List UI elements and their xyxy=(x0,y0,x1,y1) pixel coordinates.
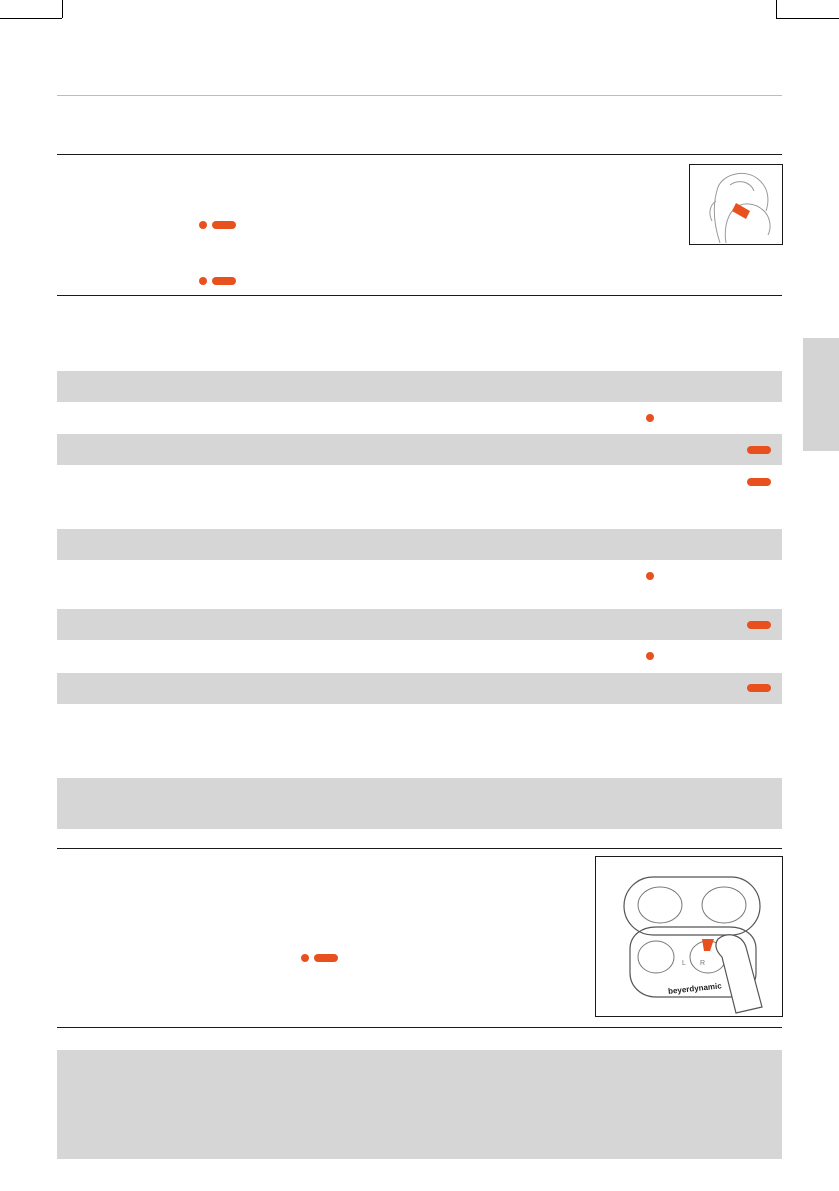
led-bar-indicator xyxy=(747,621,771,629)
table-row-shaded xyxy=(57,609,782,640)
table-row-shaded xyxy=(57,434,782,465)
case-left-label: L xyxy=(682,960,686,967)
crop-mark-top-right-v xyxy=(776,0,777,18)
note-box xyxy=(57,1050,782,1159)
header-rule xyxy=(57,95,782,96)
led-dot-indicator xyxy=(199,277,207,285)
led-dot-indicator xyxy=(301,954,309,962)
case-brand-text: beyerdynamic xyxy=(667,981,723,996)
led-bar-indicator xyxy=(747,478,771,486)
table-row-shaded xyxy=(57,673,782,704)
section-divider xyxy=(57,154,782,155)
section-divider xyxy=(57,848,782,849)
led-bar-indicator xyxy=(212,277,236,285)
led-dot-indicator xyxy=(199,221,207,229)
note-box xyxy=(57,778,782,829)
earbud-fitting-illustration xyxy=(689,164,783,245)
section-divider xyxy=(57,1027,782,1028)
led-bar-indicator xyxy=(314,954,338,962)
section-divider xyxy=(57,295,782,296)
charging-case-illustration xyxy=(595,856,783,1017)
crop-mark-top-right-h xyxy=(776,18,839,19)
crop-mark-top-left-v xyxy=(62,0,63,18)
led-dot-indicator xyxy=(646,414,654,422)
led-bar-indicator xyxy=(747,684,771,692)
led-bar-indicator xyxy=(212,221,236,229)
table-row-shaded xyxy=(57,529,782,560)
led-dot-indicator xyxy=(646,572,654,580)
crop-mark-top-left-h xyxy=(0,18,62,19)
led-bar-indicator xyxy=(747,446,771,454)
chapter-side-tab xyxy=(803,338,839,451)
case-right-label: R xyxy=(700,960,706,967)
table-row-shaded xyxy=(57,371,782,402)
led-dot-indicator xyxy=(646,652,654,660)
